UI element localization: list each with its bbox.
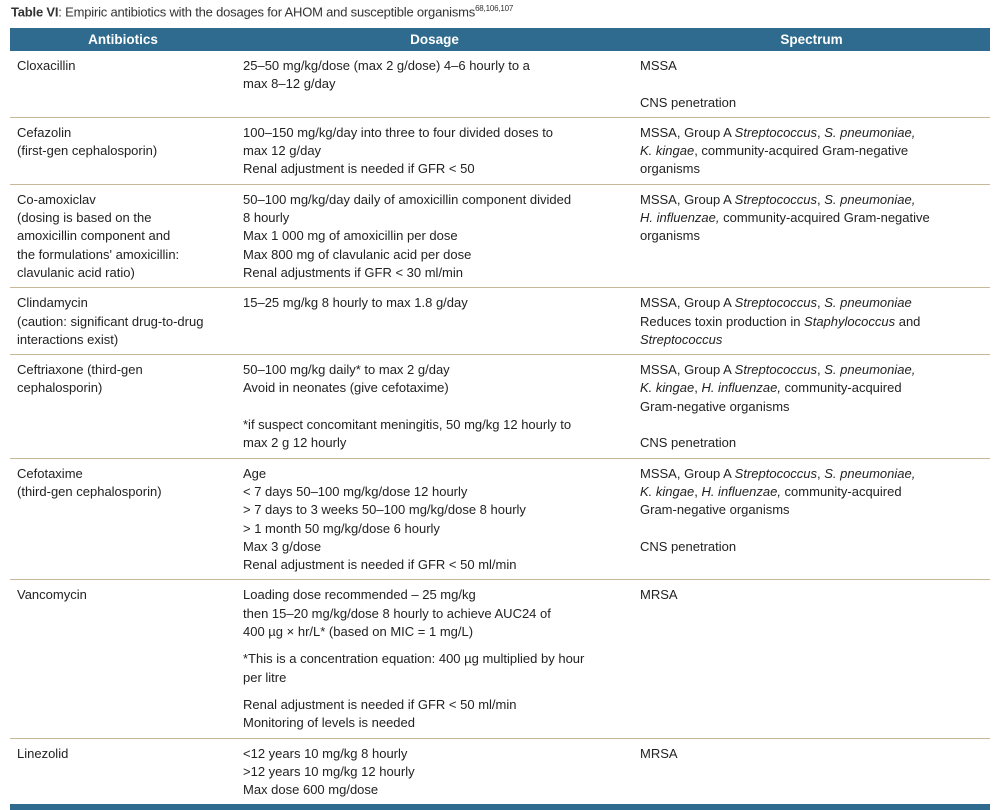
italic-organism-name: H. influenzae, (701, 483, 781, 499)
spectrum-line: CNS penetration (640, 538, 737, 554)
dosage-line: Renal adjustment is needed if GFR < 50 ml/min (243, 557, 517, 573)
caption-refs: 68,106,107 (475, 4, 514, 13)
spectrum-cell (633, 51, 990, 117)
table-row (10, 458, 990, 580)
text-segment: community-acquired (780, 380, 902, 396)
table-row (10, 184, 990, 287)
paragraph (243, 586, 627, 641)
paragraph (640, 465, 984, 520)
paragraph (17, 465, 230, 502)
paragraph (640, 94, 984, 112)
spectrum-line: organisms (640, 161, 700, 177)
text-segment: MSSA, Group A (640, 362, 735, 378)
paragraph (243, 465, 627, 575)
spectrum-line (640, 294, 984, 312)
paragraph (243, 650, 627, 687)
italic-organism-name: Staphylococcus (804, 313, 896, 329)
text-segment: MSSA, Group A (640, 295, 735, 311)
italic-organism-name: Streptococcus (734, 295, 818, 311)
dosage-cell (236, 288, 633, 355)
table-row (10, 288, 990, 355)
antibiotic-cell (10, 288, 236, 355)
antibiotic-cell (10, 738, 236, 807)
header-row (10, 28, 990, 51)
antibiotic-line: Vancomycin (17, 587, 87, 603)
spectrum-line: MRSA (640, 587, 678, 603)
dosage-line: <12 years 10 mg/kg 8 hourly (243, 745, 408, 761)
antibiotic-cell (10, 184, 236, 287)
dosage-line: Max 800 mg of clavulanic acid per dose (243, 246, 472, 262)
antibiotic-cell (10, 458, 236, 580)
paragraph (17, 124, 230, 161)
dosage-line: Renal adjustment is needed if GFR < 50 (243, 161, 475, 177)
italic-organism-name: K. kingae (640, 483, 695, 499)
dosage-line: max 8–12 g/day (243, 76, 336, 92)
dosage-line: Monitoring of levels is needed (243, 715, 415, 731)
spectrum-line: Gram-negative organisms (640, 502, 790, 518)
dosage-cell (236, 184, 633, 287)
paragraph (640, 294, 984, 349)
dosage-line: 15–25 mg/kg 8 hourly to max 1.8 g/day (243, 295, 468, 311)
spectrum-line (640, 209, 984, 227)
header-antibiotics: Antibiotics (10, 28, 236, 51)
spectrum-line (640, 361, 984, 379)
spectrum-line (640, 331, 984, 349)
antibiotic-line: Cloxacillin (17, 58, 76, 73)
antibiotic-cell (10, 355, 236, 458)
text-segment: community-acquired Gram-negative (719, 210, 930, 226)
paragraph (243, 294, 627, 312)
dosage-line: Max dose 600 mg/dose (243, 782, 379, 798)
italic-organism-name: Streptococcus (734, 465, 818, 481)
italic-organism-name: H. influenzae, (640, 210, 720, 226)
header-spectrum: Spectrum (633, 28, 990, 51)
dosage-line: *This is a concentration equation: 400 µg multiplied by hour (243, 651, 585, 667)
dosage-cell (236, 51, 633, 117)
paragraph (243, 124, 627, 179)
antibiotic-line: the formulations' amoxicillin: (17, 246, 180, 262)
spectrum-line (640, 191, 984, 209)
antibiotic-line: Co-amoxiclav (17, 191, 96, 207)
dosage-line: Loading dose recommended – 25 mg/kg (243, 587, 476, 603)
table-row (10, 738, 990, 807)
dosage-line: max 2 g 12 hourly (243, 435, 347, 451)
italic-organism-name: S. pneumoniae, (824, 191, 916, 207)
paragraph (17, 361, 230, 398)
italic-organism-name: H. influenzae, (701, 380, 781, 396)
antibiotic-line: (dosing is based on the (17, 210, 152, 226)
text-segment: MSSA, Group A (640, 191, 735, 207)
paragraph (640, 124, 984, 179)
text-segment: MSSA, Group A (640, 465, 735, 481)
antibiotics-table (10, 28, 990, 810)
antibiotic-cell (10, 580, 236, 738)
spectrum-line (640, 465, 984, 483)
spectrum-line: MSSA (640, 58, 677, 73)
text-segment: Reduces toxin production in (640, 313, 805, 329)
dosage-line: >12 years 10 mg/kg 12 hourly (243, 763, 415, 779)
spectrum-line (640, 379, 984, 397)
dosage-line: 50–100 mg/kg daily* to max 2 g/day (243, 362, 450, 378)
spectrum-line: organisms (640, 228, 700, 244)
dosage-line: 400 µg × hr/L* (based on MIC = 1 mg/L) (243, 624, 474, 640)
table-caption (11, 4, 513, 19)
dosage-cell (236, 458, 633, 580)
text-segment: , community-acquired Gram-negative (694, 143, 909, 159)
antibiotic-line: (first-gen cephalosporin) (17, 143, 158, 159)
caption-text: : Empiric antibiotics with the dosages for AHOM and susceptible organisms (58, 4, 476, 20)
antibiotic-line: Ceftriaxone (third-gen (17, 362, 143, 378)
dosage-line: Max 1 000 mg of amoxicillin per dose (243, 228, 458, 244)
table-body (10, 51, 990, 807)
spectrum-line (640, 313, 984, 331)
text-segment: community-acquired (780, 483, 902, 499)
dosage-cell (236, 117, 633, 184)
antibiotic-cell (10, 51, 236, 117)
antibiotic-line: cephalosporin) (17, 380, 103, 396)
dosage-line: Renal adjustments if GFR < 30 ml/min (243, 264, 463, 280)
paragraph (640, 57, 984, 75)
italic-organism-name: Streptococcus (734, 362, 818, 378)
paragraph (640, 586, 984, 604)
table-row (10, 580, 990, 738)
paragraph (640, 434, 984, 452)
spectrum-cell (633, 738, 990, 807)
antibiotic-line: (third-gen cephalosporin) (17, 483, 162, 499)
spectrum-line: CNS penetration (640, 435, 737, 451)
table-row (10, 117, 990, 184)
antibiotic-line: interactions exist) (17, 331, 119, 347)
dosage-line: max 12 g/day (243, 143, 322, 159)
paragraph (17, 191, 230, 282)
dosage-line: < 7 days 50–100 mg/kg/dose 12 hourly (243, 483, 468, 499)
antibiotic-line: Cefotaxime (17, 465, 83, 481)
spectrum-line: Gram-negative organisms (640, 398, 790, 414)
italic-organism-name: Streptococcus (734, 124, 818, 140)
spectrum-line (640, 124, 984, 142)
spectrum-cell (633, 117, 990, 184)
antibiotic-line: Clindamycin (17, 295, 88, 311)
paragraph (17, 745, 230, 763)
spectrum-line: MRSA (640, 745, 678, 761)
italic-organism-name: S. pneumoniae, (824, 465, 916, 481)
text-segment: MSSA, Group A (640, 124, 735, 140)
italic-organism-name: K. kingae (640, 380, 695, 396)
paragraph (640, 361, 984, 416)
text-segment: and (895, 313, 921, 329)
paragraph (17, 57, 230, 75)
dosage-cell (236, 580, 633, 738)
dosage-line: then 15–20 mg/kg/dose 8 hourly to achieve AUC24 of (243, 605, 551, 621)
antibiotic-line: Linezolid (17, 745, 69, 761)
antibiotic-line: Cefazolin (17, 124, 72, 140)
italic-organism-name: Streptococcus (734, 191, 818, 207)
paragraph (243, 416, 627, 453)
dosage-line: 8 hourly (243, 210, 290, 226)
text-segment: , (817, 362, 825, 378)
text-segment: , (817, 295, 825, 311)
antibiotic-cell (10, 117, 236, 184)
dosage-line: Max 3 g/dose (243, 538, 322, 554)
spectrum-cell (633, 355, 990, 458)
dosage-line: per litre (243, 669, 287, 685)
paragraph (640, 538, 984, 556)
spectrum-cell (633, 580, 990, 738)
antibiotic-line: clavulanic acid ratio) (17, 264, 135, 280)
dosage-line: 100–150 mg/kg/day into three to four divided doses to (243, 124, 554, 140)
dosage-cell (236, 738, 633, 807)
italic-organism-name: S. pneumoniae, (824, 362, 916, 378)
italic-organism-name: S. pneumoniae, (824, 124, 916, 140)
text-segment: , (817, 191, 825, 207)
spectrum-cell (633, 288, 990, 355)
dosage-line: > 1 month 50 mg/kg/dose 6 hourly (243, 520, 440, 536)
table-row (10, 355, 990, 458)
table-row (10, 51, 990, 117)
text-segment: , (817, 124, 825, 140)
text-segment: , (694, 483, 702, 499)
italic-organism-name: S. pneumoniae (824, 295, 912, 311)
dosage-line: Age (243, 465, 267, 481)
italic-organism-name: K. kingae (640, 143, 695, 159)
dosage-line: > 7 days to 3 weeks 50–100 mg/kg/dose 8 hourly (243, 502, 526, 518)
spectrum-line (640, 483, 984, 501)
antibiotic-line: (caution: significant drug-to-drug (17, 313, 204, 329)
caption-label: Table VI (11, 4, 59, 20)
paragraph (17, 294, 230, 349)
spectrum-line: CNS penetration (640, 94, 737, 110)
spectrum-cell (633, 458, 990, 580)
antibiotic-line: amoxicillin component and (17, 228, 171, 244)
dosage-cell (236, 355, 633, 458)
dosage-line: Avoid in neonates (give cefotaxime) (243, 380, 449, 396)
dosage-line: 25–50 mg/kg/dose (max 2 g/dose) 4–6 hourly to a (243, 58, 530, 73)
paragraph (243, 191, 627, 282)
spectrum-line (640, 142, 984, 160)
paragraph (17, 586, 230, 604)
dosage-line: Renal adjustment is needed if GFR < 50 ml/min (243, 696, 517, 712)
dosage-line: 50–100 mg/kg/day daily of amoxicillin component divided (243, 191, 572, 207)
dosage-line: *if suspect concomitant meningitis, 50 mg/kg 12 hourly to (243, 417, 572, 433)
paragraph (243, 745, 627, 800)
paragraph (243, 57, 627, 94)
text-segment: , (694, 380, 702, 396)
paragraph (640, 745, 984, 763)
header-dosage: Dosage (236, 28, 633, 51)
italic-organism-name: Streptococcus (640, 331, 723, 347)
text-segment: , (817, 465, 825, 481)
spectrum-cell (633, 184, 990, 287)
paragraph (243, 696, 627, 733)
paragraph (243, 361, 627, 398)
paragraph (640, 191, 984, 246)
